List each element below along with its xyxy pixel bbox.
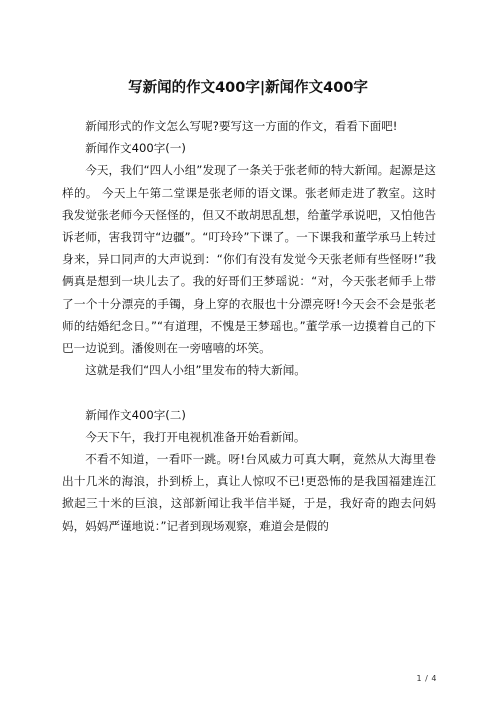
body-paragraph: 不看不知道，一看吓一跳。呀!台风威力可真大啊，竟然从大海里卷出十几米的海浪，扑到桥上，真让人惊叹不已!更恐怖的是我国福建连江掀起三十米的巨浪，这部新闻让我半信半疑，于是，我好奇的跑去问妈妈，妈妈严谨地说：”记者到现场观察，难道会是假的	[62, 452, 436, 533]
body-paragraph: 今天下午，我打开电视机准备开始看新闻。	[85, 429, 306, 444]
section-heading-one: 新闻作文400字(一)	[85, 141, 186, 156]
section-heading-two: 新闻作文400字(二)	[85, 407, 186, 422]
body-paragraph: 这就是我们“四人小组”里发布的特大新闻。	[85, 363, 306, 378]
blank-line	[62, 381, 436, 403]
body-paragraph: 今天，我们“四人小组”发现了一条关于张老师的特大新闻。起源是这样的。 今天上午第二堂课是张老师的语文课。张老师走进了教室。这时我发觉张老师今天怪怪的，但又不敢胡思乱想，给董学承说吧，又怕他告诉老师，害我罚守“边疆”。“叮玲玲”下课了。一下课我和董学承马上转过身来，异口同声的大声说到：“你们有没有发觉今天张老师有些怪呀!”我俩真是想到一块儿去了。我的好哥们王梦瑶说：“对，今天张老师手上带了一个十分漂亮的手镯，身上穿的衣服也十分漂亮呀!今天会不会是张老师的结婚纪念日。”“有道理，不愧是王梦瑶也。”董学承一边摸着自己的下巴一边说到。潘俊则在一旁嘻嘻的坏笑。	[62, 163, 436, 356]
document-body	[62, 115, 436, 537]
page-number: 1 / 4	[416, 674, 437, 683]
intro-paragraph: 新闻形式的作文怎么写呢?要写这一方面的作文，看看下面吧!	[85, 119, 398, 133]
document-title: 写新闻的作文400字|新闻作文400字	[128, 80, 368, 96]
